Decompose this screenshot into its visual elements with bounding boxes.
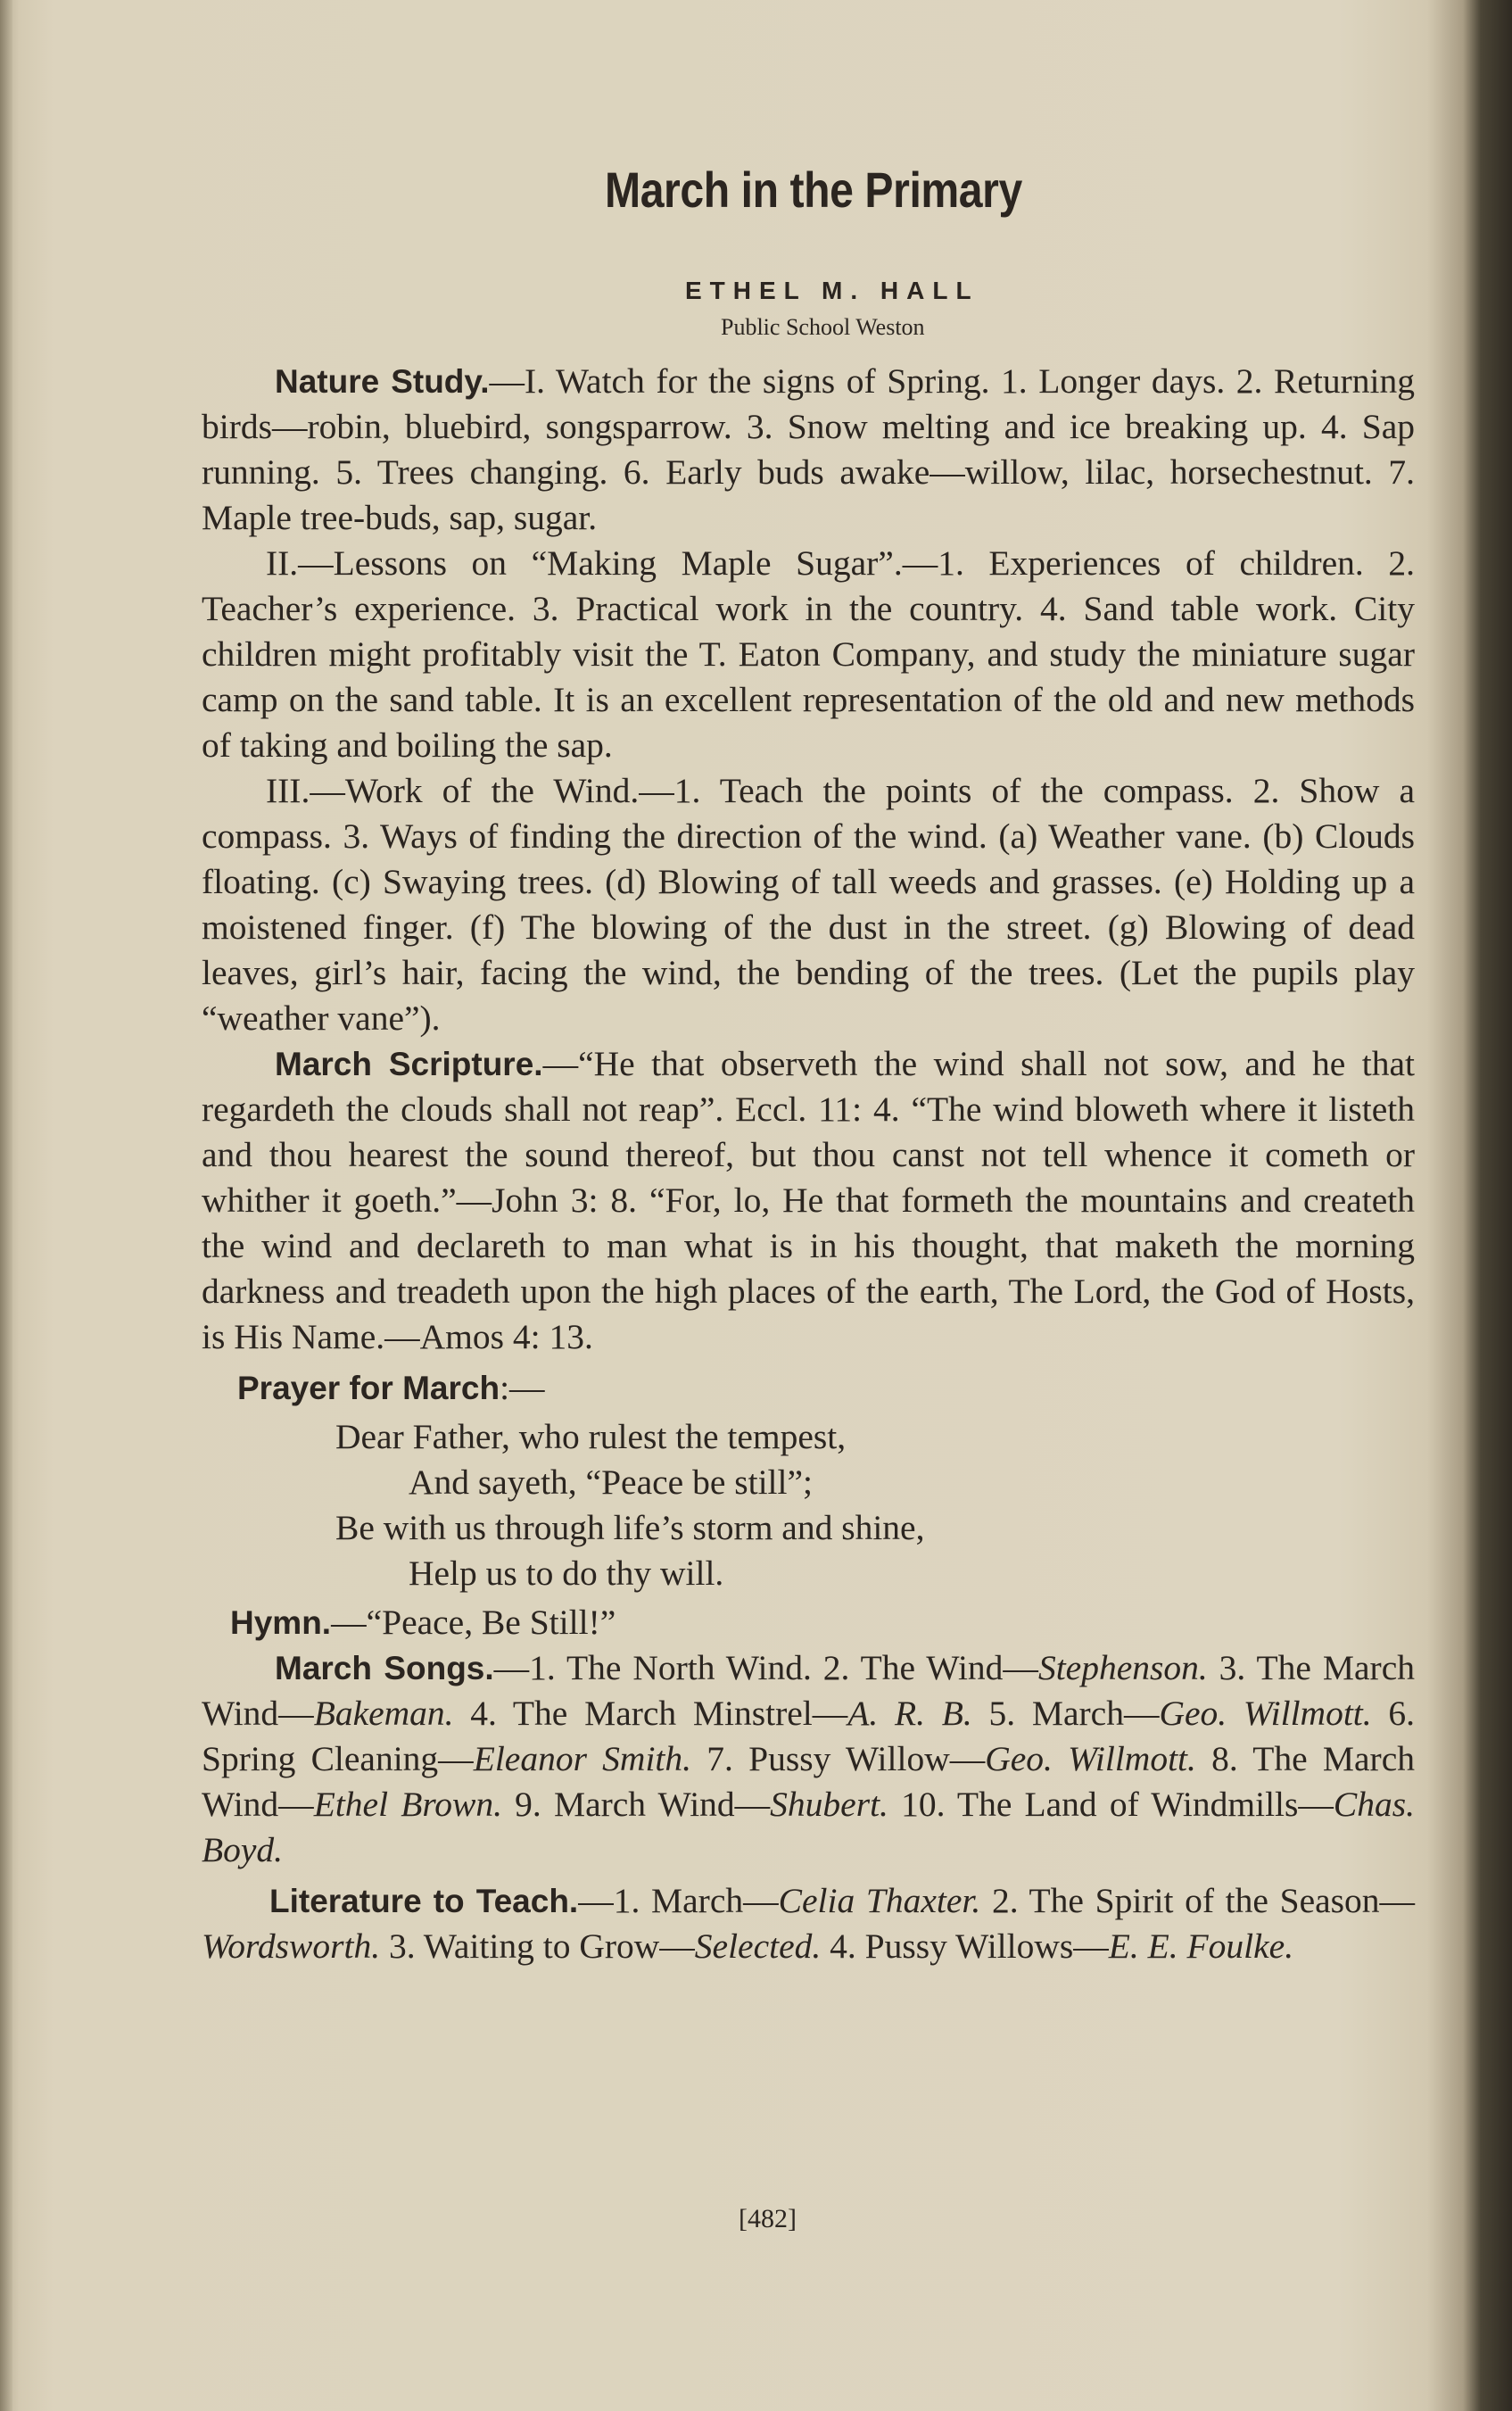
literature-paragraph — [202, 1878, 1415, 1969]
song-author: Eleanor Smith. — [473, 1739, 692, 1778]
song-author: Ethel Brown. — [313, 1785, 502, 1824]
songs-heading: March Songs. — [275, 1650, 494, 1686]
prayer-heading-line — [237, 1365, 1415, 1411]
songs-intro: —1. The North Wind. 2. The Wind— — [493, 1648, 1038, 1687]
scripture-text: —“He that observeth the wind shall not sow, and he that regardeth the clouds shall not reap”. Eccl. 11: 4. “The wind bloweth where it listeth and thou hearest the sound thereof, but thou canst not tell whence it cometh or whither it goeth.”—John 3: 8. “For, lo, He that formeth the mountains and createth the wind and declareth to man what is in his thought, that maketh the morning darkness and treadeth upon the high places of the earth, The Lord, the God of Hosts, is His Name.—Amos 4: 13. — [202, 1044, 1415, 1356]
song-item — [691, 1739, 1196, 1778]
literature-item — [380, 1926, 821, 1966]
nature-study-text-3: III.—Work of the Wind.—1. Teach the points of the compass. 2. Show a compass. 3. Ways of finding the direction of the wind. (a) Weather vane. (b) Clouds floating. (c) Swaying trees. (d) Blowing of tall weeds and grasses. (e) Holding up a moistened finger. (f) The blowing of the dust in the street. (g) Blowing of dead leaves, girl’s hair, facing the wind, the bending of the trees. (Let the pupils play “weather vane”). — [202, 771, 1415, 1038]
literature-author: Wordsworth. — [202, 1926, 381, 1966]
literature-title: —1. March— — [578, 1881, 779, 1920]
song-author: Shubert. — [770, 1785, 888, 1824]
prayer-heading-suffix: :— — [500, 1368, 545, 1407]
song-title: 6. Spring Cleaning— — [202, 1694, 1416, 1778]
article-title: March in the Primary — [605, 162, 1022, 218]
song-title: 9. March Wind— — [501, 1785, 771, 1824]
nature-study-paragraph — [202, 359, 1415, 541]
song-item — [454, 1694, 972, 1733]
literature-title: 3. Waiting to Grow— — [380, 1926, 695, 1966]
article-author: ETHEL M. HALL — [685, 277, 979, 304]
poem-line: And sayeth, “Peace be still”; — [409, 1462, 813, 1502]
song-item — [972, 1694, 1372, 1733]
song-title: 10. The Land of Windmills— — [888, 1785, 1334, 1824]
nature-study-heading: Nature Study. — [275, 363, 490, 400]
hymn-heading: Hymn. — [230, 1604, 332, 1641]
literature-author: Celia Thaxter. — [778, 1881, 981, 1920]
songs-section — [202, 1645, 1415, 1873]
poem-line: Help us to do thy will. — [409, 1553, 724, 1593]
song-title: 8. The March Wind— — [202, 1739, 1415, 1824]
scripture-paragraph — [202, 1041, 1415, 1360]
literature-author: Selected. — [694, 1926, 822, 1966]
song-author: Chas. Boyd. — [202, 1785, 1415, 1869]
song-author: Stephenson. — [1037, 1648, 1208, 1687]
song-author: Bakeman. — [313, 1694, 454, 1733]
hymn-text: —“Peace, Be Still!” — [331, 1603, 616, 1642]
prayer-poem — [335, 1414, 1415, 1596]
literature-title: 4. Pussy Willows— — [821, 1926, 1109, 1966]
song-author: Geo. Willmott. — [1159, 1694, 1372, 1733]
nature-study-paragraph-3 — [202, 768, 1415, 1041]
literature-author: E. E. Foulke. — [1108, 1926, 1294, 1966]
song-title: 5. March— — [971, 1694, 1160, 1733]
nature-study-paragraph-2 — [202, 541, 1415, 768]
nature-study-text-1: —I. Watch for the signs of Spring. 1. Longer days. 2. Returning birds—robin, bluebird, songsparrow. 3. Snow melting and ice breaking up. 4. Sap running. 5. Trees changing. 6. Early buds awake—willow, lilac, horsechestnut. 7. Maple tree-buds, sap, sugar. — [202, 361, 1415, 537]
literature-section — [202, 1878, 1415, 1969]
song-item — [502, 1785, 888, 1824]
song-author: A. R. B. — [847, 1694, 972, 1733]
songs-paragraph — [202, 1645, 1415, 1873]
song-title: 7. Pussy Willow— — [691, 1739, 986, 1778]
song-item — [1038, 1648, 1208, 1687]
page-left-edge — [0, 0, 12, 2411]
poem-line: Dear Father, who rulest the tempest, — [335, 1417, 847, 1456]
literature-title: 2. The Spirit of the Season— — [980, 1881, 1416, 1920]
author-affiliation: Public School Weston — [721, 314, 925, 340]
song-author: Geo. Willmott. — [985, 1739, 1196, 1778]
page-number: [482] — [739, 2204, 797, 2233]
song-title: 3. The March Wind— — [202, 1648, 1415, 1733]
hymn-line — [230, 1600, 1415, 1645]
literature-item — [821, 1926, 1293, 1966]
article-body — [202, 359, 1415, 1969]
prayer-heading: Prayer for March — [237, 1370, 500, 1406]
song-title: 4. The March Minstrel— — [453, 1694, 848, 1733]
poem-line: Be with us through life’s storm and shine, — [335, 1508, 925, 1547]
nature-study-text-2: II.—Lessons on “Making Maple Sugar”.—1. Experiences of children. 2. Teacher’s experience. 3. Practical work in the country. 4. Sand table work. City children might profitably visit the T. Eaton Company, and study the miniature sugar camp on the sand table. It is an excellent representation of the old and new methods of taking and boiling the sap. — [202, 543, 1415, 765]
literature-item — [578, 1881, 980, 1920]
literature-heading: Literature to Teach. — [269, 1883, 579, 1919]
scripture-heading: March Scripture. — [275, 1046, 543, 1082]
